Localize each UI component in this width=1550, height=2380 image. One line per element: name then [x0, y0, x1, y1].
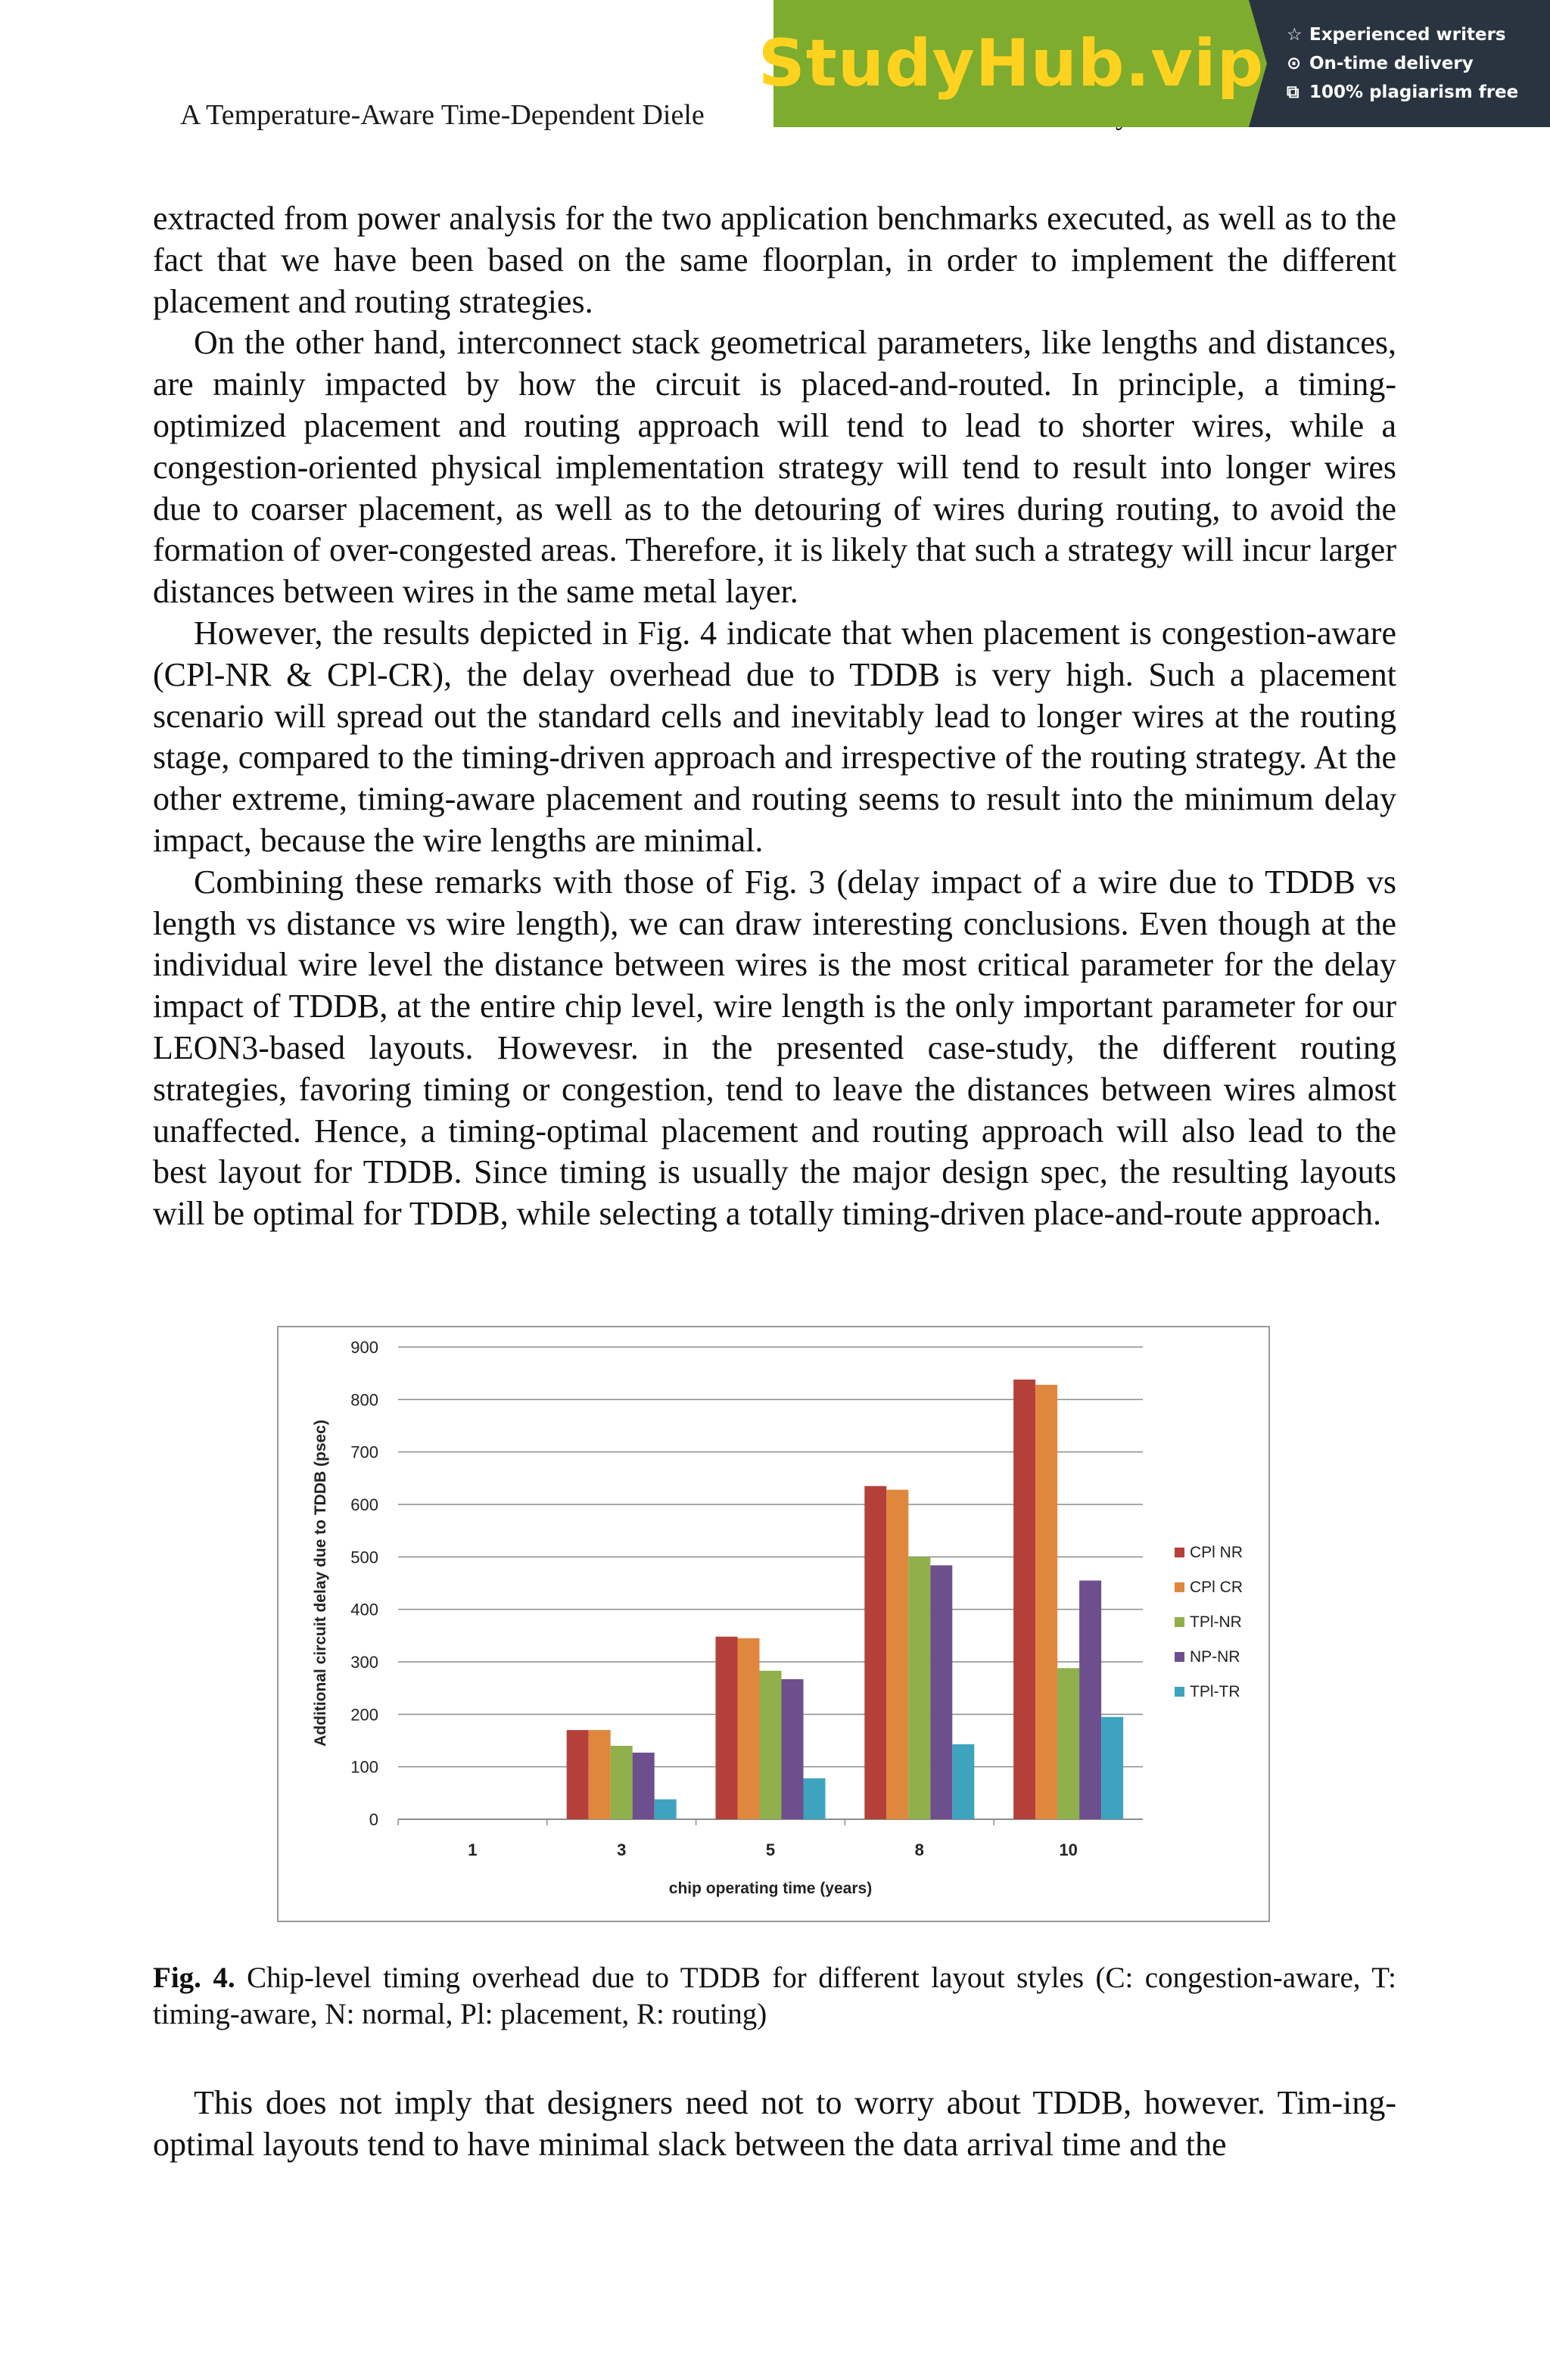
y-tick-label: 500: [350, 1548, 378, 1567]
y-tick-label: 600: [350, 1495, 378, 1514]
copy-icon: ⧉: [1287, 82, 1299, 102]
y-tick-label: 700: [350, 1442, 378, 1462]
y-tick-label: 200: [350, 1705, 378, 1725]
bar: [1035, 1385, 1057, 1819]
bar: [760, 1671, 782, 1819]
bar: [886, 1490, 908, 1819]
caption-text: Chip-level timing overhead due to TDDB for different layout styles (C: congestion-aware, T: timing-aware, N: normal, Pl: placement, R: routing): [153, 1962, 1397, 2030]
banner-feature: [1287, 82, 1550, 102]
paragraph: On the other hand, interconnect stack geometrical parameters, like lengths and distances, are mainly impacted by how the circuit is placed-and-routed. In principle, a timing-optimized placement and routing approach will tend to lead to shorter wires, while a congestion-oriented physical implementation strategy will tend to result into longer wires due to coarser placement, as well as to the detouring of wires during routing, to avoid the formation of over-congested areas. Therefore, it is likely that such a strategy will incur larger distances between wires in the same metal layer.: [153, 324, 1396, 611]
x-tick-label: 8: [914, 1840, 924, 1859]
banner-feature-label: On-time delivery: [1309, 54, 1474, 73]
bar: [1101, 1717, 1123, 1819]
banner-feature: [1287, 54, 1550, 73]
bar: [908, 1557, 930, 1819]
bar: [611, 1746, 633, 1819]
studyhub-logo-text: StudyHub.vip: [758, 26, 1265, 101]
legend-swatch: [1175, 1652, 1184, 1662]
bar: [952, 1744, 974, 1819]
legend-label: TPl-NR: [1190, 1613, 1242, 1631]
clock-icon: ⊙: [1287, 54, 1302, 73]
banner-features: [1267, 0, 1550, 127]
bar: [633, 1753, 655, 1819]
figure-4-chart: [277, 1326, 1270, 1922]
bar: [804, 1778, 826, 1819]
banner-feature-label: Experienced writers: [1309, 25, 1506, 45]
x-tick-label: 10: [1059, 1840, 1078, 1859]
banner-feature-label: 100% plagiarism free: [1309, 82, 1519, 102]
studyhub-logo[interactable]: [758, 0, 1265, 127]
y-tick-label: 800: [350, 1390, 378, 1410]
y-tick-label: 0: [369, 1810, 378, 1829]
bar: [930, 1565, 952, 1819]
banner-feature: [1287, 25, 1550, 45]
legend-swatch: [1175, 1582, 1184, 1592]
body-text: [153, 198, 1396, 1235]
legend-label: CPl CR: [1190, 1579, 1243, 1596]
running-title: A Temperature-Aware Time-Dependent Diele: [180, 99, 705, 131]
legend-label: TPl-TR: [1190, 1683, 1240, 1700]
star-outline-icon: ☆: [1287, 25, 1303, 45]
y-axis-label: Additional circuit delay due to TDDB (psec): [312, 1420, 329, 1747]
legend-swatch: [1175, 1687, 1184, 1697]
running-head: [180, 97, 705, 133]
bar: [738, 1638, 760, 1819]
bar: [655, 1800, 677, 1819]
bar: [1079, 1581, 1101, 1819]
bar: [782, 1679, 804, 1819]
paragraph: However, the results depicted in Fig. 4 indicate that when placement is congestion-aware (CPl-NR & CPl-CR), the delay overhead due to TDDB is very high. Such a placement scenario will spread out the standard cells and inevitably lead to longer wires at the routing stage, compared to the timing-driven approach and irrespective of the routing strategy. At the other extreme, timing-aware placement and routing seems to result into the minimum delay impact, because the wire lengths are minimal.: [153, 614, 1396, 859]
legend-label: NP-NR: [1190, 1648, 1240, 1666]
x-tick-label: 1: [468, 1840, 478, 1859]
bar: [1013, 1380, 1035, 1819]
bar: [589, 1730, 611, 1819]
x-tick-label: 5: [765, 1840, 776, 1859]
caption-label: Fig. 4.: [153, 1962, 235, 1994]
bar: [567, 1730, 589, 1819]
legend-label: CPl NR: [1190, 1544, 1243, 1561]
figure-caption: [153, 1960, 1396, 2033]
y-tick-label: 300: [350, 1653, 378, 1672]
y-tick-label: 900: [350, 1338, 378, 1357]
x-axis-label: chip operating time (years): [668, 1880, 873, 1897]
bar-chart: [279, 1327, 1271, 1924]
closing-text: [153, 2083, 1396, 2166]
x-tick-label: 3: [617, 1840, 627, 1859]
bar: [864, 1486, 886, 1819]
studyhub-banner[interactable]: [758, 0, 1550, 127]
bar: [716, 1637, 738, 1819]
legend-swatch: [1175, 1548, 1184, 1557]
legend-swatch: [1175, 1617, 1184, 1627]
paragraph: This does not imply that designers need not to worry about TDDB, however. Tim-ing-optimal layouts tend to have minimal slack between the data arrival time and the: [153, 2084, 1396, 2163]
y-tick-label: 400: [350, 1600, 378, 1619]
paragraph: Combining these remarks with those of Fig. 3 (delay impact of a wire due to TDDB vs length vs distance vs wire length), we can draw interesting conclusions. Even though at the individual wire level the distance between wires is the most critical parameter for the delay impact of TDDB, at the entire chip level, wire length is the only important parameter for our LEON3-based layouts. Howevesr. in the presented case-study, the different routing strategies, favoring timing or congestion, tend to leave the distances between wires almost unaffected. Hence, a timing-optimal placement and routing approach will also lead to the best layout for TDDB. Since timing is usually the major design spec, the resulting layouts will be optimal for TDDB, while selecting a totally timing-driven place-and-route approach.: [153, 863, 1396, 1233]
y-tick-label: 100: [350, 1757, 378, 1777]
paragraph: extracted from power analysis for the two application benchmarks executed, as well as to the fact that we have been based on the same floorplan, in order to implement the different placement and routing strategies.: [153, 200, 1396, 320]
bar: [1057, 1668, 1079, 1819]
